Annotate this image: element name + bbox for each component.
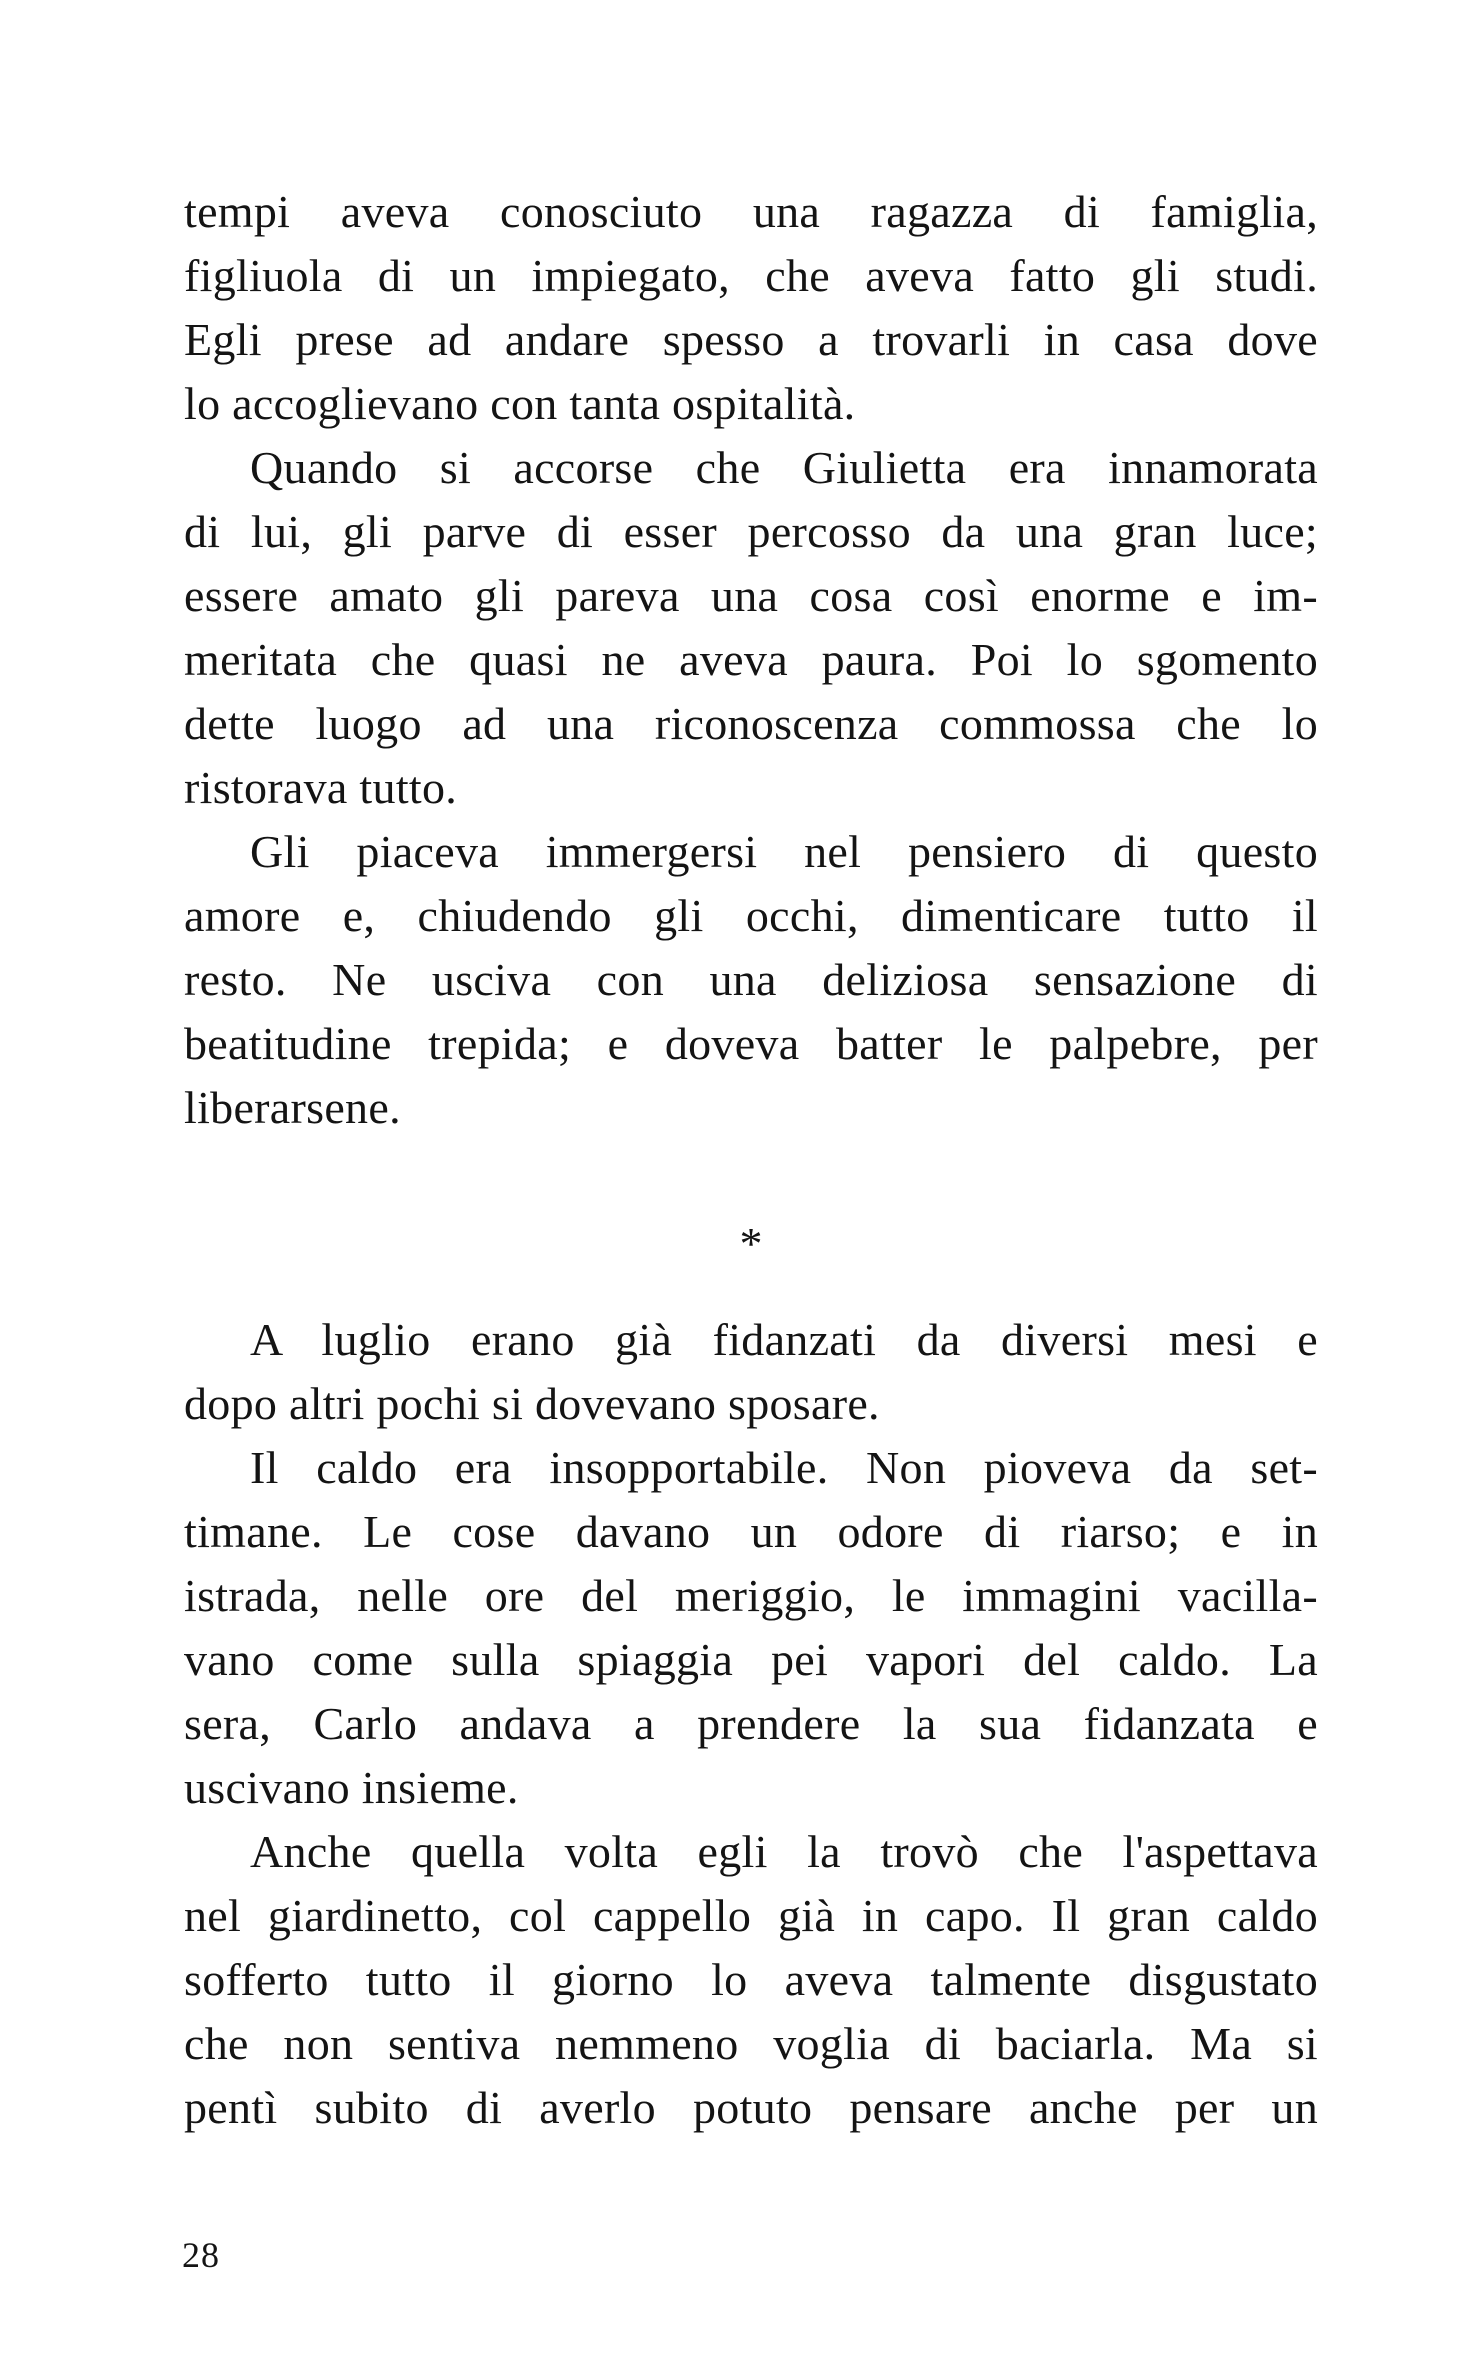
paragraph: [184, 1820, 1318, 2140]
text-line: Gli piaceva immergersi nel pensiero di questo: [250, 826, 1318, 877]
text-line: Il caldo era insopportabile. Non pioveva da set-: [250, 1442, 1318, 1493]
body-text: [184, 180, 1318, 2140]
page-number: 28: [182, 2235, 220, 2275]
text-line: lo accoglievano con tanta ospitalità.: [184, 378, 856, 429]
text-line: liberarsene.: [184, 1082, 401, 1133]
text-line: uscivano insieme.: [184, 1762, 519, 1813]
text-line: sera, Carlo andava a prendere la sua fidanzata e: [184, 1698, 1318, 1749]
text-line: Egli prese ad andare spesso a trovarli in casa dove: [184, 314, 1318, 365]
text-line: tempi aveva conosciuto una ragazza di famiglia,: [184, 186, 1318, 237]
text-line: essere amato gli pareva una cosa così enorme e im-: [184, 570, 1318, 621]
paragraph: [184, 1308, 1318, 1436]
text-line: dopo altri pochi si dovevano sposare.: [184, 1378, 880, 1429]
text-line: istrada, nelle ore del meriggio, le immagini vacilla-: [184, 1570, 1318, 1621]
text-line: beatitudine trepida; e doveva batter le palpebre, per: [184, 1018, 1318, 1069]
text-line: sofferto tutto il giorno lo aveva talmente disgustato: [184, 1954, 1318, 2005]
text-line: ristorava tutto.: [184, 762, 458, 813]
text-line: resto. Ne usciva con una deliziosa sensazione di: [184, 954, 1318, 1005]
section-separator: [184, 1140, 1318, 1308]
text-line: figliuola di un impiegato, che aveva fatto gli studi.: [184, 250, 1318, 301]
text-line: vano come sulla spiaggia pei vapori del caldo. La: [184, 1634, 1318, 1685]
text-line: A luglio erano già fidanzati da diversi mesi e: [250, 1314, 1318, 1365]
paragraph: [184, 1436, 1318, 1820]
text-line: meritata che quasi ne aveva paura. Poi lo sgomento: [184, 634, 1318, 685]
text-line: che non sentiva nemmeno voglia di baciarla. Ma si: [184, 2018, 1318, 2069]
paragraph: [184, 180, 1318, 436]
text-line: Quando si accorse che Giulietta era innamorata: [250, 442, 1318, 493]
text-line: timane. Le cose davano un odore di riarso; e in: [184, 1506, 1318, 1557]
text-line: pentì subito di averlo potuto pensare anche per un: [184, 2082, 1318, 2133]
text-line: dette luogo ad una riconoscenza commossa che lo: [184, 698, 1318, 749]
paragraph: [184, 820, 1318, 1140]
text-line: Anche quella volta egli la trovò che l'aspettava: [250, 1826, 1318, 1877]
text-line: nel giardinetto, col cappello già in capo. Il gran caldo: [184, 1890, 1318, 1941]
asterisk-separator: *: [739, 1218, 763, 1269]
paragraph: [184, 436, 1318, 820]
text-line: di lui, gli parve di esser percosso da una gran luce;: [184, 506, 1318, 557]
text-line: amore e, chiudendo gli occhi, dimenticare tutto il: [184, 890, 1318, 941]
